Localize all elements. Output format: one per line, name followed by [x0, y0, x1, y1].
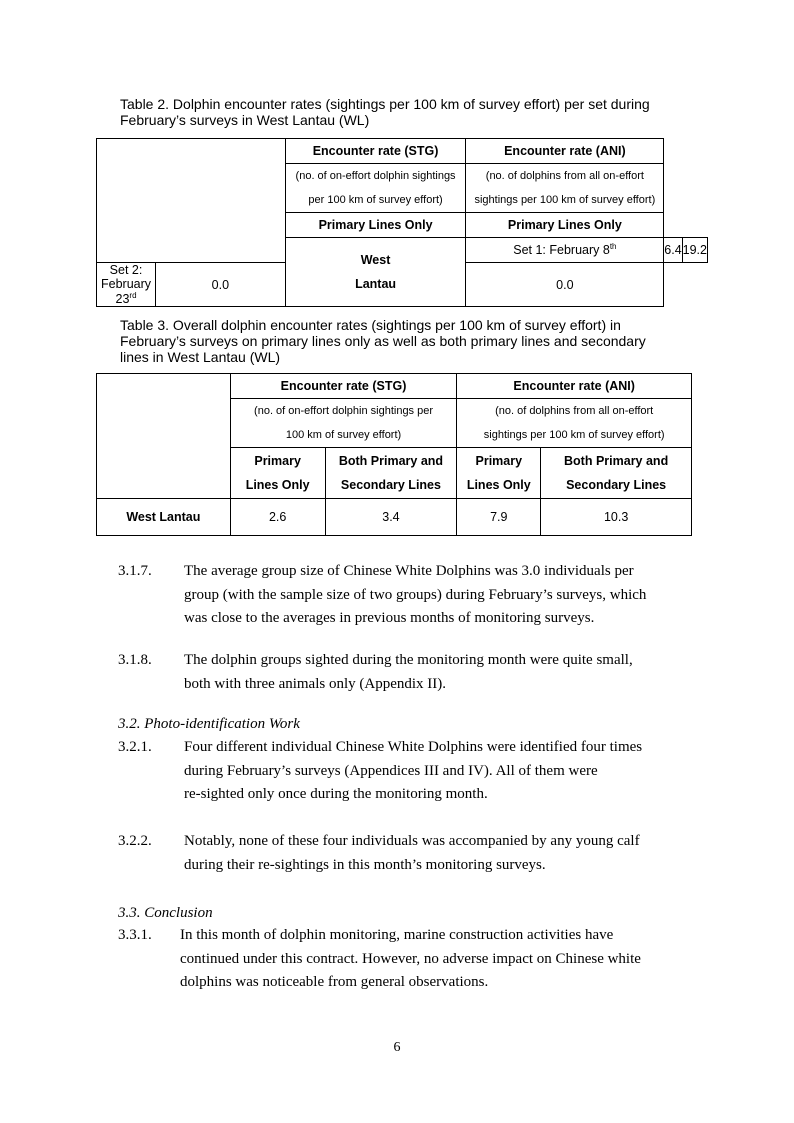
table3 — [96, 373, 692, 536]
paragraph-text — [184, 560, 718, 631]
table2-ani-subtitle — [466, 164, 664, 213]
table2-stg-sub1: (no. of on-effort dolphin sightings — [295, 170, 456, 182]
paragraph-text — [180, 924, 718, 995]
paragraph-3-2-2 — [118, 830, 718, 877]
table3-caption-line3: lines in West Lantau (WL) — [120, 349, 281, 365]
table2-area-cell — [285, 238, 466, 307]
paragraph-line: dolphins was noticeable from general observations. — [180, 974, 489, 990]
paragraph-line: group (with the sample size of two groups) during February’s surveys, which — [184, 586, 647, 603]
table2-ani-sub1: (no. of dolphins from all on-effort — [485, 170, 644, 182]
paragraph-line: Notably, none of these four individuals was accompanied by any young calf — [184, 833, 640, 849]
table3-col-ani-both-l1: Both Primary and — [564, 454, 669, 468]
table3-value-ani-both: 10.3 — [541, 499, 692, 536]
table2-area-line1: West — [360, 253, 391, 268]
paragraph-line: The average group size of Chinese White Dolphins was 3.0 individuals per — [184, 563, 634, 579]
table3-col-stg-both-l1: Both Primary and — [338, 454, 444, 468]
table3-value-stg-primary: 2.6 — [230, 499, 325, 536]
table2-ani-sub2: sightings per 100 km of survey effort) — [474, 194, 656, 206]
table3-row-label: West Lantau — [97, 499, 231, 536]
table3-col-stg-both — [325, 448, 457, 499]
table3-col-stg-primary-l2: Lines Only — [245, 478, 310, 492]
page-number: 6 — [393, 1040, 401, 1055]
section-heading-3-3: 3.3. Conclusion — [118, 905, 213, 921]
table3-ani-title: Encounter rate (ANI) — [457, 374, 692, 399]
table3-col-stg-primary — [230, 448, 325, 499]
table3-stg-sub1: (no. of on-effort dolphin sightings per — [254, 405, 434, 417]
paragraph-number: 3.3.1. — [118, 927, 152, 943]
table3-col-ani-primary-l1: Primary — [475, 454, 523, 468]
table3-caption-line2: February’s surveys on primary lines only as well as both primary lines and secondary — [120, 333, 646, 349]
paragraph-number: 3.2.2. — [118, 833, 152, 849]
paragraph-line: Four different individual Chinese White Dolphins were identified four times — [184, 739, 643, 755]
table3-caption-line1: Table 3. Overall dolphin encounter rates (sightings per 100 km of survey effort) in — [120, 317, 621, 333]
paragraph-line: re-sighted only once during the monitoring month. — [184, 786, 488, 802]
paragraph-number: 3.2.1. — [118, 739, 152, 755]
table3-col-stg-primary-l1: Primary — [254, 454, 301, 468]
table3-ani-subtitle — [457, 399, 692, 448]
paragraph-line: during February’s surveys (Appendices III and IV). All of them were — [184, 762, 598, 779]
paragraph-3-1-8 — [118, 649, 718, 696]
table3-value-stg-both: 3.4 — [325, 499, 457, 536]
table2-area-line2: Lantau — [355, 277, 397, 292]
paragraph-text — [184, 830, 718, 877]
paragraph-number: 3.1.7. — [118, 563, 152, 579]
table2-row1-set-text: Set 1: February 8 — [513, 243, 610, 258]
table2-row2-stg: 0.0 — [156, 263, 286, 307]
table3-col-stg-both-l2: Secondary Lines — [340, 478, 441, 492]
table2-row1-ani: 19.2 — [682, 238, 707, 263]
table3-ani-sub2: sightings per 100 km of survey effort) — [483, 429, 665, 441]
table3-empty-corner — [97, 374, 231, 499]
section-heading-3-2: 3.2. Photo-identification Work — [118, 716, 300, 732]
paragraph-line: In this month of dolphin monitoring, marine construction activities have — [180, 927, 614, 943]
table2-row2-set-text: Set 2: February 23 — [101, 263, 152, 307]
paragraph-line: The dolphin groups sighted during the monitoring month were quite small, — [184, 652, 633, 668]
table2-row1-stg: 6.4 — [664, 238, 682, 263]
table2-row1-sup: th — [609, 242, 617, 252]
table2-row1-set — [466, 238, 664, 263]
table2-row2-sup: rd — [129, 291, 137, 300]
table3-stg-title: Encounter rate (STG) — [230, 374, 457, 399]
table3-col-ani-both — [541, 448, 692, 499]
table3-col-ani-primary — [457, 448, 541, 499]
table3-stg-subtitle — [230, 399, 457, 448]
table3-caption — [120, 317, 700, 365]
paragraph-text — [184, 649, 718, 696]
paragraph-3-1-7 — [118, 560, 718, 631]
table2-stg-title: Encounter rate (STG) — [285, 139, 466, 164]
paragraph-number: 3.1.8. — [118, 652, 152, 668]
paragraph-line: both with three animals only (Appendix II). — [184, 675, 447, 692]
paragraph-line: was close to the averages in previous months of monitoring surveys. — [184, 610, 595, 626]
table2-stg-subtitle — [285, 164, 466, 213]
table2-row2-ani: 0.0 — [466, 263, 664, 307]
table2-ani-title: Encounter rate (ANI) — [466, 139, 664, 164]
table2-stg-lines: Primary Lines Only — [285, 213, 466, 238]
paragraph-text — [184, 736, 718, 807]
table3-value-ani-primary: 7.9 — [457, 499, 541, 536]
table3-ani-sub1: (no. of dolphins from all on-effort — [495, 405, 654, 417]
paragraph-line: continued under this contract. However, no adverse impact on Chinese white — [180, 950, 641, 967]
paragraph-line: during their re-sightings in this month’s monitoring surveys. — [184, 856, 546, 873]
table2-empty-corner — [97, 139, 286, 263]
paragraph-3-3-1 — [118, 924, 718, 995]
table3-col-ani-both-l2: Secondary Lines — [566, 478, 667, 492]
table2-stg-sub2: per 100 km of survey effort) — [308, 194, 443, 206]
table2 — [96, 138, 708, 307]
table2-row2-set — [97, 263, 156, 307]
table3-col-ani-primary-l2: Lines Only — [466, 478, 531, 492]
table2-caption — [120, 96, 700, 128]
table2-caption-line2: February’s surveys in West Lantau (WL) — [120, 112, 370, 128]
table2-ani-lines: Primary Lines Only — [466, 213, 664, 238]
table3-stg-sub2: 100 km of survey effort) — [285, 429, 402, 441]
table2-caption-line1: Table 2. Dolphin encounter rates (sightings per 100 km of survey effort) per set during — [120, 96, 650, 112]
paragraph-3-2-1 — [118, 736, 718, 807]
